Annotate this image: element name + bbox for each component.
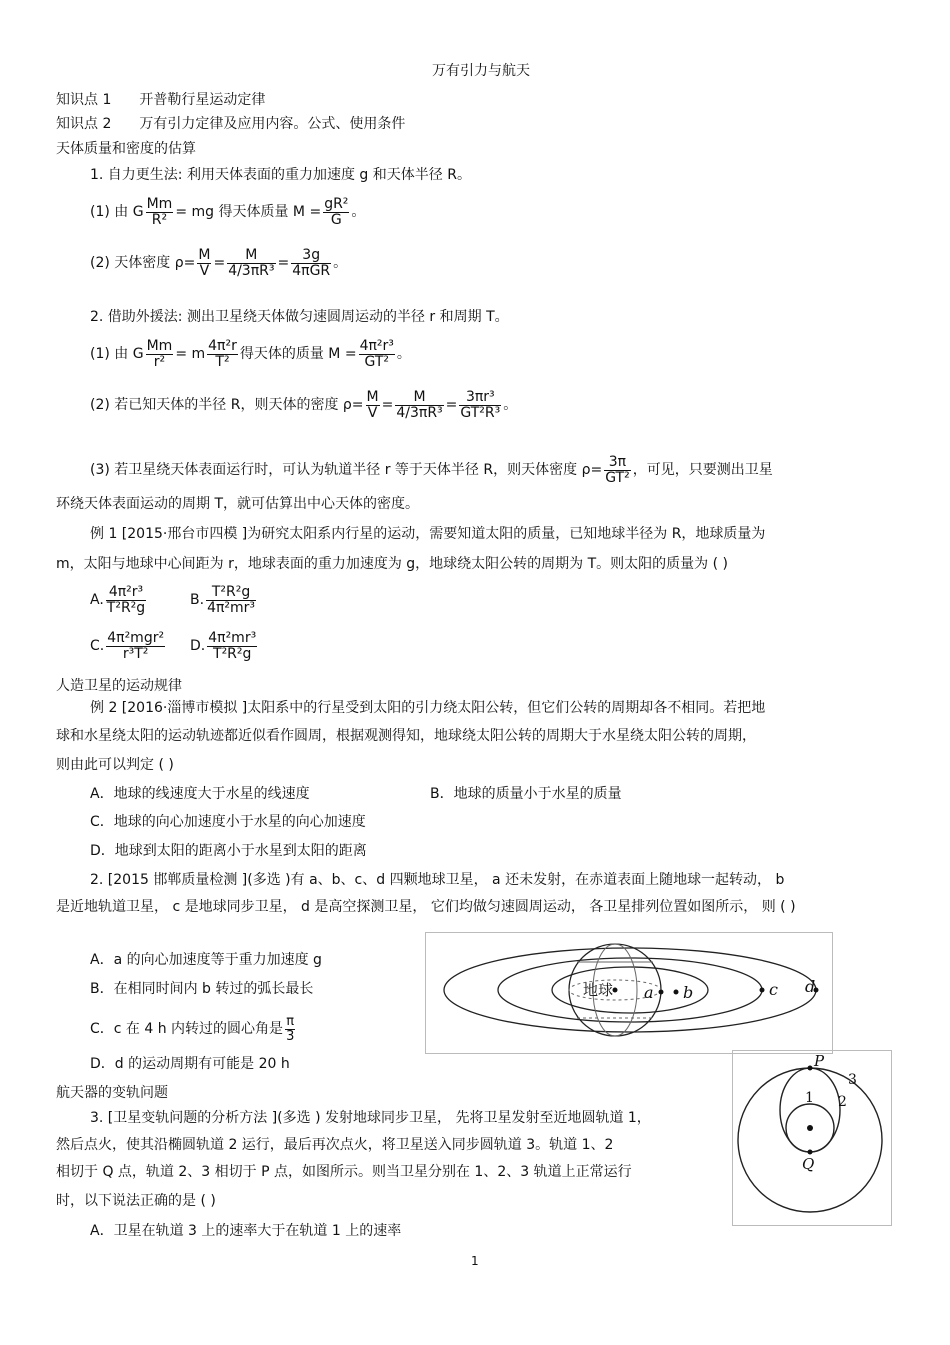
fraction: $\frac{\text{4π²mr³}}{\text{T²R²g}}$ (208, 629, 257, 662)
method-2-formula-3: (3) 若卫星绕天体表面运行时，可认为轨道半径 r 等于天体半径 R，则天体密度 ρ= $\frac{3\pi}{\text{GT²}}$ ，可见，只要测出卫星 (90, 453, 773, 486)
point-q-dot (808, 1150, 813, 1155)
section-heading-satellite: 人造卫星的运动规律 (56, 678, 182, 694)
example-1-line-2: m，太阳与地球中心间距为 r，地球表面的重力加速度为 g，地球绕太阳公转的周期为 T。则太阳的质量为 ( ) (56, 556, 729, 572)
question-2-option-d[interactable]: D．d 的运动周期有可能是 20 h (90, 1056, 290, 1072)
fraction: $\frac{M}{V}$ (366, 388, 379, 421)
example-2-option-c[interactable]: C．地球的向心加速度小于水星的向心加速度 (90, 814, 366, 830)
example-1-option-b[interactable]: B. $\frac{\text{T²R²g}}{\text{4π²mr³}}$ (190, 583, 256, 616)
question-2-line-2: 是近地轨道卫星， c 是地球同步卫星， d 是高空探测卫星， 它们均做匀速圆周运动， 各卫星排列位置如图所示， 则 ( ) (56, 899, 796, 915)
question-2-option-b[interactable]: B．在相同时间内 b 转过的弧长最长 (90, 981, 314, 997)
example-1-option-a[interactable]: A. $\frac{\text{4π²r³}}{\text{T²R²g}}$ (90, 583, 146, 616)
method-2-heading: 2. 借助外援法: 测出卫星绕天体做匀速圆周运动的半径 r 和周期 T。 (90, 309, 509, 325)
orbit-transfer-figure (732, 1050, 892, 1226)
fraction: $\frac{\text{4π²r}}{\text{T²}}$ (208, 337, 237, 370)
example-1-option-d[interactable]: D. $\frac{\text{4π²mr³}}{\text{T²R²g}}$ (190, 629, 257, 662)
question-2-option-a[interactable]: A．a 的向心加速度等于重力加速度 g (90, 952, 322, 968)
point-p-label: P (814, 1052, 825, 1070)
fraction: $\frac{\text{T²R²g}}{\text{4π²mr³}}$ (207, 583, 256, 616)
question-2-option-c[interactable]: C．c 在 4 h 内转过的圆心角是 $\frac{\pi}{3}$ (90, 1013, 295, 1044)
example-1-option-c[interactable]: C. $\frac{\text{4π²mgr²}}{\text{r³T²}}$ (90, 629, 165, 662)
fraction: $\frac{M}{\text{4/3πR³}}$ (396, 388, 443, 421)
satellite-a-dot (659, 990, 664, 995)
satellite-b-label: b (683, 983, 694, 1002)
section-heading-mass-density: 天体质量和密度的估算 (56, 141, 196, 157)
fraction: $\frac{M}{\text{4/3πR³}}$ (228, 246, 275, 279)
page-number: 1 (471, 1254, 479, 1268)
orbit-1-label: 1 (805, 1090, 814, 1106)
fraction: $\frac{\text{4π²r³}}{\text{GT²}}$ (359, 337, 394, 370)
knowledge-point-1: 知识点 1 开普勒行星运动定律 (56, 92, 266, 108)
orbit-3-label: 3 (848, 1072, 857, 1088)
question-3-line-3: 相切于 Q 点，轨道 2、3 相切于 P 点，如图所示。则当卫星分别在 1、2、3 轨道上正常运行 (56, 1164, 632, 1180)
example-2-option-a[interactable]: A．地球的线速度大于水星的线速度 (90, 786, 310, 802)
earth-center-dot (807, 1125, 813, 1131)
satellite-a-label: a (644, 983, 654, 1002)
page-title: 万有引力与航天 (432, 63, 530, 79)
question-2-line-1: 2. [2015 邯郸质量检测 ](多选 )有 a、b、c、d 四颗地球卫星， a 还未发射，在赤道表面上随地球一起转动， b (90, 872, 785, 888)
fraction: $\frac{\text{4π²r³}}{\text{T²R²g}}$ (106, 583, 146, 616)
fraction: $\frac{3g}{\text{4πGR}}$ (292, 246, 331, 279)
question-3-option-a[interactable]: A．卫星在轨道 3 上的速率大于在轨道 1 上的速率 (90, 1223, 402, 1239)
fraction: $\frac{\text{4π²mgr²}}{\text{r³T²}}$ (107, 629, 165, 662)
satellite-c-dot (760, 988, 765, 993)
satellite-b-dot (674, 990, 679, 995)
point-p-dot (808, 1066, 813, 1071)
method-2-formula-2: (2) 若已知天体的半径 R，则天体的密度 ρ= $\frac{M}{V}$ = $\frac{M}{\text{4/3πR³}}$ = $\frac{\text{3πr³}}{\text{GT²R³}}$ 。 (90, 388, 518, 421)
satellite-orbits-figure (425, 932, 833, 1054)
example-1-line-1: 例 1 [2015·邢台市四模 ]为研究太阳系内行星的运动，需要知道太阳的质量，已知地球半径为 R，地球质量为 (90, 526, 766, 542)
example-2-line-3: 则由此可以判定 ( ) (56, 757, 174, 773)
fraction: $\frac{\text{3πr³}}{\text{GT²R³}}$ (460, 388, 501, 421)
fraction: $\frac{\pi}{3}$ (286, 1013, 295, 1044)
satellite-c-label: c (769, 980, 778, 999)
section-heading-orbit-transfer: 航天器的变轨问题 (56, 1085, 168, 1101)
example-2-line-2: 球和水星绕太阳的运动轨迹都近似看作圆周，根据观测得知，地球绕太阳公转的周期大于水星绕太阳公转的周期， (56, 728, 756, 744)
fraction: $\frac{3\pi}{\text{GT²}}$ (605, 453, 630, 486)
point-q-label: Q (802, 1155, 815, 1173)
method-2-conclusion: 环绕天体表面运动的周期 T，就可估算出中心天体的密度。 (56, 496, 420, 512)
satellite-d-label: d (805, 977, 816, 996)
fraction: $\frac{Mm}{\text{r²}}$ (146, 337, 173, 370)
example-2-option-b[interactable]: B．地球的质量小于水星的质量 (430, 786, 622, 802)
method-1-formula-1: (1) 由 G $\frac{Mm}{\text{R²}}$ = mg 得天体质量 M = $\frac{\text{gR²}}{G}$ 。 (90, 195, 366, 228)
question-3-line-1: 3. [卫星变轨问题的分析方法 ](多选 ) 发射地球同步卫星， 先将卫星发射至近地圆轨道 1， (90, 1110, 651, 1126)
method-2-formula-1: (1) 由 G $\frac{Mm}{\text{r²}}$ = m $\frac{\text{4π²r}}{\text{T²}}$ 得天体的质量 M = $\frac{\text{4π²r³}}{\text{GT²}}$ 。 (90, 337, 411, 370)
fraction: $\frac{Mm}{\text{R²}}$ (146, 195, 173, 228)
figure-frame (733, 1051, 892, 1226)
knowledge-point-2: 知识点 2 万有引力定律及应用内容。公式、使用条件 (56, 116, 406, 132)
question-3-line-4: 时，以下说法正确的是 ( ) (56, 1193, 216, 1209)
method-1-heading: 1. 自力更生法: 利用天体表面的重力加速度 g 和天体半径 R。 (90, 167, 471, 183)
question-3-line-2: 然后点火，使其沿椭圆轨道 2 运行，最后再次点火，将卫星送入同步圆轨道 3。轨道 1、2 (56, 1137, 614, 1153)
example-2-option-d[interactable]: D．地球到太阳的距离小于水星到太阳的距离 (90, 843, 367, 859)
orbit-2-label: 2 (838, 1094, 847, 1110)
example-2-line-1: 例 2 [2016·淄博市模拟 ]太阳系中的行星受到太阳的引力绕太阳公转，但它们公转的周期却各不相同。若把地 (90, 700, 766, 716)
earth-center-dot (613, 988, 618, 993)
earth-label: 地球 (583, 981, 614, 999)
fraction: $\frac{\text{gR²}}{G}$ (324, 195, 349, 228)
method-1-formula-2: (2) 天体密度 ρ= $\frac{M}{V}$ = $\frac{M}{\text{4/3πR³}}$ = $\frac{3g}{\text{4πGR}}$ 。 (90, 246, 348, 279)
fraction: $\frac{M}{V}$ (198, 246, 211, 279)
